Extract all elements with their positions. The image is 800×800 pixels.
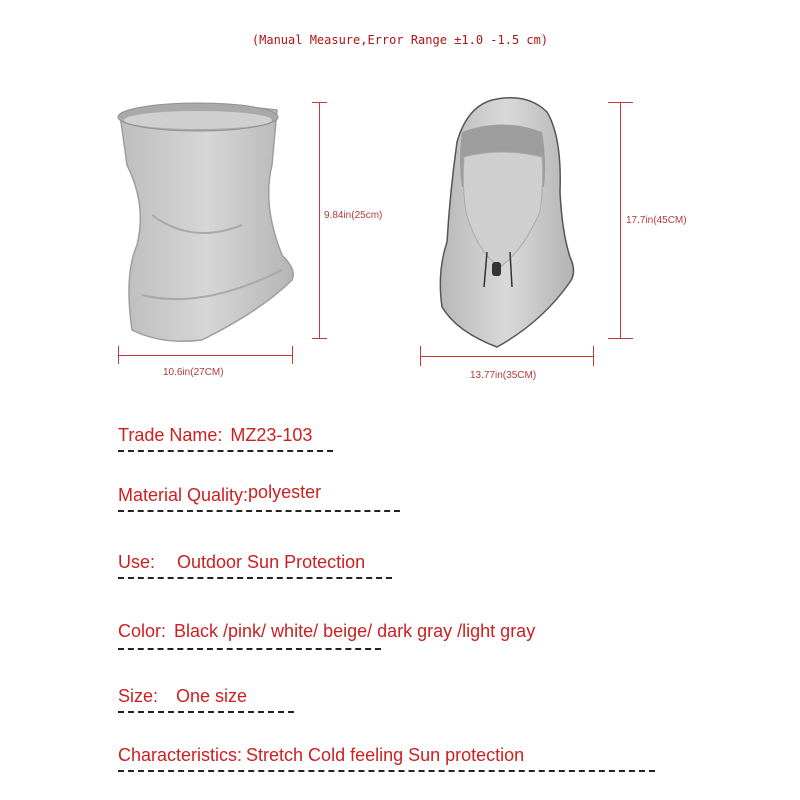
gaiter-width-tick-left [118,346,119,364]
gaiter-height-tick-top [312,102,327,103]
hood-mask-image [432,92,587,352]
spec-trade-name-underline [118,450,333,452]
neck-gaiter-image [112,95,302,355]
spec-size [118,686,247,707]
gaiter-height-line [319,102,320,338]
spec-size-underline [118,711,294,713]
spec-characteristics-value: Stretch Cold feeling Sun protection [246,745,525,765]
hood-height-label: 17.7in(45CM) [626,215,687,226]
spec-characteristics-label: Characteristics: [118,745,243,765]
spec-color-underline [118,648,381,650]
spec-material-label: Material Quality: [118,485,249,505]
spec-color-label: Color: [118,621,167,641]
spec-size-value: One size [176,686,248,706]
spec-trade-name-label: Trade Name: [118,425,223,445]
hood-height-line [620,102,621,338]
spec-material-value: polyester [248,482,322,502]
spec-characteristics-underline [118,770,655,772]
hood-height-tick-bottom [608,338,633,339]
spec-use-underline [118,577,392,579]
spec-trade-name-value: MZ23-103 [230,425,313,445]
hood-width-line [420,356,594,357]
spec-material-underline [118,510,400,512]
hood-width-tick-right [593,346,594,366]
gaiter-height-label: 9.84in(25cm) [324,210,383,221]
spec-material [118,482,322,506]
spec-size-label: Size: [118,686,159,706]
hood-height-tick-top [608,102,633,103]
measurement-note: (Manual Measure,Error Range ±1.0 -1.5 cm) [251,33,549,47]
hood-width-label: 13.77in(35CM) [470,370,537,381]
hood-width-tick-left [420,346,421,366]
spec-use-label: Use: [118,552,156,572]
spec-use-value: Outdoor Sun Protection [177,552,366,572]
spec-use [118,552,365,573]
gaiter-width-tick-right [292,346,293,364]
spec-characteristics [118,745,524,766]
gaiter-width-label: 10.6in(27CM) [163,367,224,378]
gaiter-height-tick-bottom [312,338,327,339]
spec-color-value: Black /pink/ white/ beige/ dark gray /light gray [174,621,536,641]
gaiter-width-line [118,355,293,356]
spec-color [118,621,535,642]
spec-trade-name [118,425,312,446]
